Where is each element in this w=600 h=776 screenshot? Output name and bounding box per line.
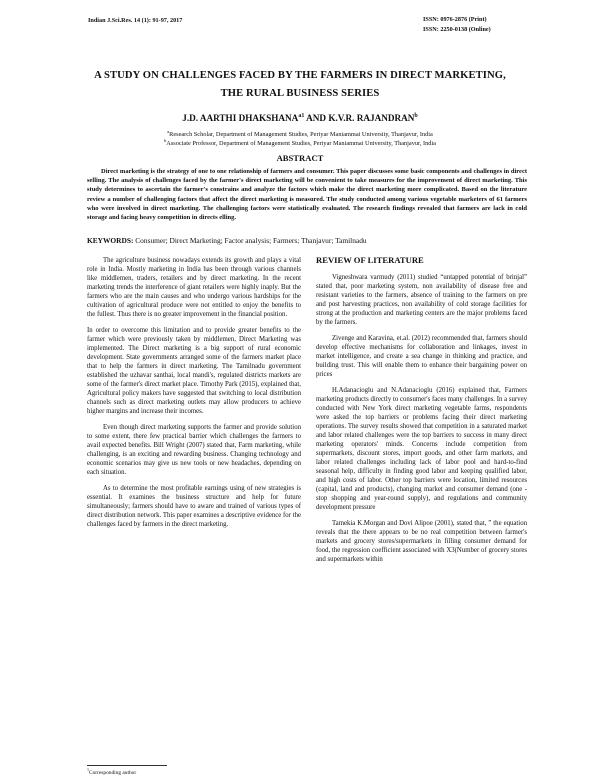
keywords (87, 236, 547, 245)
affiliation-1 (40, 129, 560, 138)
intro-paragraph-1: The agriculture business nowadays extends its growth and plays a vital role in India. Mostly marketing in India has been through various channels like middlemen, traders, retailers and by direct marketing. In the recent marketing trends the interference of giant retailers were highly inaply. But the farmers who are the main causes and who undergo various hardships for the cultivation of agricultural produce were not entitled to enjoy the benefits to the fullest. Thus there is no greater improvement in the financial position. (87, 257, 301, 318)
intro-paragraph-4: As to determine the most profitable earnings using of new strategies is essential. It examines the business structure and help for future simultaneously; farmers should have to aware and trained of various types of direct distribution network. This paper examines a descriptive evidence for the challenges faced by farmers in the direct marketing. (87, 485, 301, 528)
paper-title-line2: THE RURAL BUSINESS SERIES (220, 88, 380, 99)
affiliation-2 (40, 138, 560, 147)
left-column (87, 256, 301, 536)
footnote (87, 767, 136, 776)
abstract-text: Direct marketing is the strategy of one to one relationship of farmers and consumer. This paper discusses some basic components and challenges in direct selling. The analysis of challenges faced by the farmer's direct marketing will be convenient to take measures for the improvement of direct marketing. This study determines to ascertain the farmer's constrains and analyze the factors which make the direct marketing more complicated. Based on the literature review a number of challenging factors that affect the direct marketing is measured. The study conducted among various vegetable marketers of 61 farmers who were involved in direct marketing. The challenging factors were statistically evaluated. The research findings revealed that farmers are lack in cold storage and facing heavy competition in directs elling. (87, 168, 527, 222)
affiliation-1-text: Research Scholar, Department of Management Studies, Periyar Maniammai University, Thanjavur, India (169, 131, 433, 139)
issn-online: ISSN: 2250-0138 (Online) (423, 26, 491, 33)
review-paragraph-4: Tamekia K.Morgan and Dovi Alipoe (2001), stated that, ” the equation reveals that the there appears to be no real competition between farmer's markets and grocery stores/supermarkets in filling consumer demand for food, the regression coefficient associated with X3(Number of grocery stores and supermarkets within (316, 520, 527, 563)
author-1-sup: a1 (298, 113, 305, 119)
affiliation-2-text: Associate Professor, Department of Management Studies, Periyar Maniammai University, Thanjavur, India (166, 140, 436, 148)
footnote-text: Corresponding author (89, 769, 137, 776)
issn-block (423, 15, 491, 35)
author-separator: AND (304, 113, 329, 124)
right-column (316, 256, 527, 571)
author-line (40, 113, 560, 123)
intro-paragraph-3: Even though direct marketing supports the farmer and provide solution to some extent, there few practical barrier which challenges the farmers to avail expected benefits. Bill Wright (2007) stated that, Farm marketing, while challenging, is an exciting and rewarding business. Changing technology and economic scenarios may give us new tools or new headaches, depending on each situation. (87, 424, 301, 476)
footnote-sup: 1 (87, 767, 89, 772)
journal-reference: Indian J.Sci.Res. 14 (1): 91-97, 2017 (88, 17, 183, 24)
author-2: K.V.R. RAJANDRAN (328, 113, 415, 124)
keywords-text: Consumer; Direct Marketing; Factor analysis; Farmers; Thanjavur; Tamilnadu (133, 236, 367, 245)
author-1: J.D. AARTHI DHAKSHANA (182, 113, 299, 124)
affiliation-2-sup: b (164, 138, 167, 143)
issn-print: ISSN: 0976-2876 (Print) (423, 16, 487, 23)
review-paragraph-1: Vigneshwara varmudy (2011) studied “untapped potential of brinjal” stated that, poor marketing system, non availability of disease free and resistant varieties to the farmers, absence of training to the farmers on pre and post harvesting practices, non availability of cold storage facilities for strong at the production and marketing centers are the major problems faced by the farmers. (316, 274, 527, 326)
abstract-heading: ABSTRACT (276, 153, 324, 163)
affiliation-1-sup: a (167, 129, 170, 134)
intro-paragraph-2: In order to overcome this limitation and to provide greater benefits to the farmer which were previously taken by middlemen, Direct Marketing was implemented. The Direct marketing is a big support of rural economic development. State governments arranged some of the farmers market place that to help the farmers in direct marketing. The Tamilnadu government established the uzhavar santhai, local mandi's, regulated districts markets are some of the farmer's direct market place. Timothy Park (2015), explained that, Agricultural policy makers have suggested that switching to local distribution channels such as direct marketing outlets may allow producers to achieve higher margins and increase their incomes. (87, 327, 301, 415)
review-paragraph-3: H.Adanacioglu and N.Adanacioglu (2016) explained that, Farmers marketing products directly to consumer's faces many challenges. In a survey conducted with New York direct marketing vegetable farms, respondents were asked the top barriers or problems facing their direct marketing operations. The survey results showed that competition in a saturated market and labor related challenges were the top barriers to success in many direct marketing operators' minds. Concerns include competition from supermarkets, discount stores, import goods, and other farm markets, and labor related challenges including lack of labor pool and hard-to-find seasonal help, difficulty in finding good labor and keeping qualified labor, and high costs of labor. Other top barriers were location, limited resources (capital, land and products), changing market and consumer demand (one - stop shopping and year-round supply), and regulations and community development pressure (316, 387, 527, 511)
keywords-label: KEYWORDS: (87, 236, 134, 245)
footnote-rule (87, 765, 167, 766)
paper-title-line1: A STUDY ON CHALLENGES FACED BY THE FARMERS IN DIRECT MARKETING, (94, 70, 506, 81)
author-2-sup: b (414, 113, 418, 119)
review-paragraph-2: Zivenge and Karavina, et.al. (2012) recommended that, farmers should develop effective mechanisms for collaboration and linkages, invest in market intelligence, and create a sea change in thinking and practice, and building trust. This will enable them to enhance their bargaining power on prices (316, 335, 527, 378)
review-heading: REVIEW OF LITERATURE (316, 255, 424, 265)
